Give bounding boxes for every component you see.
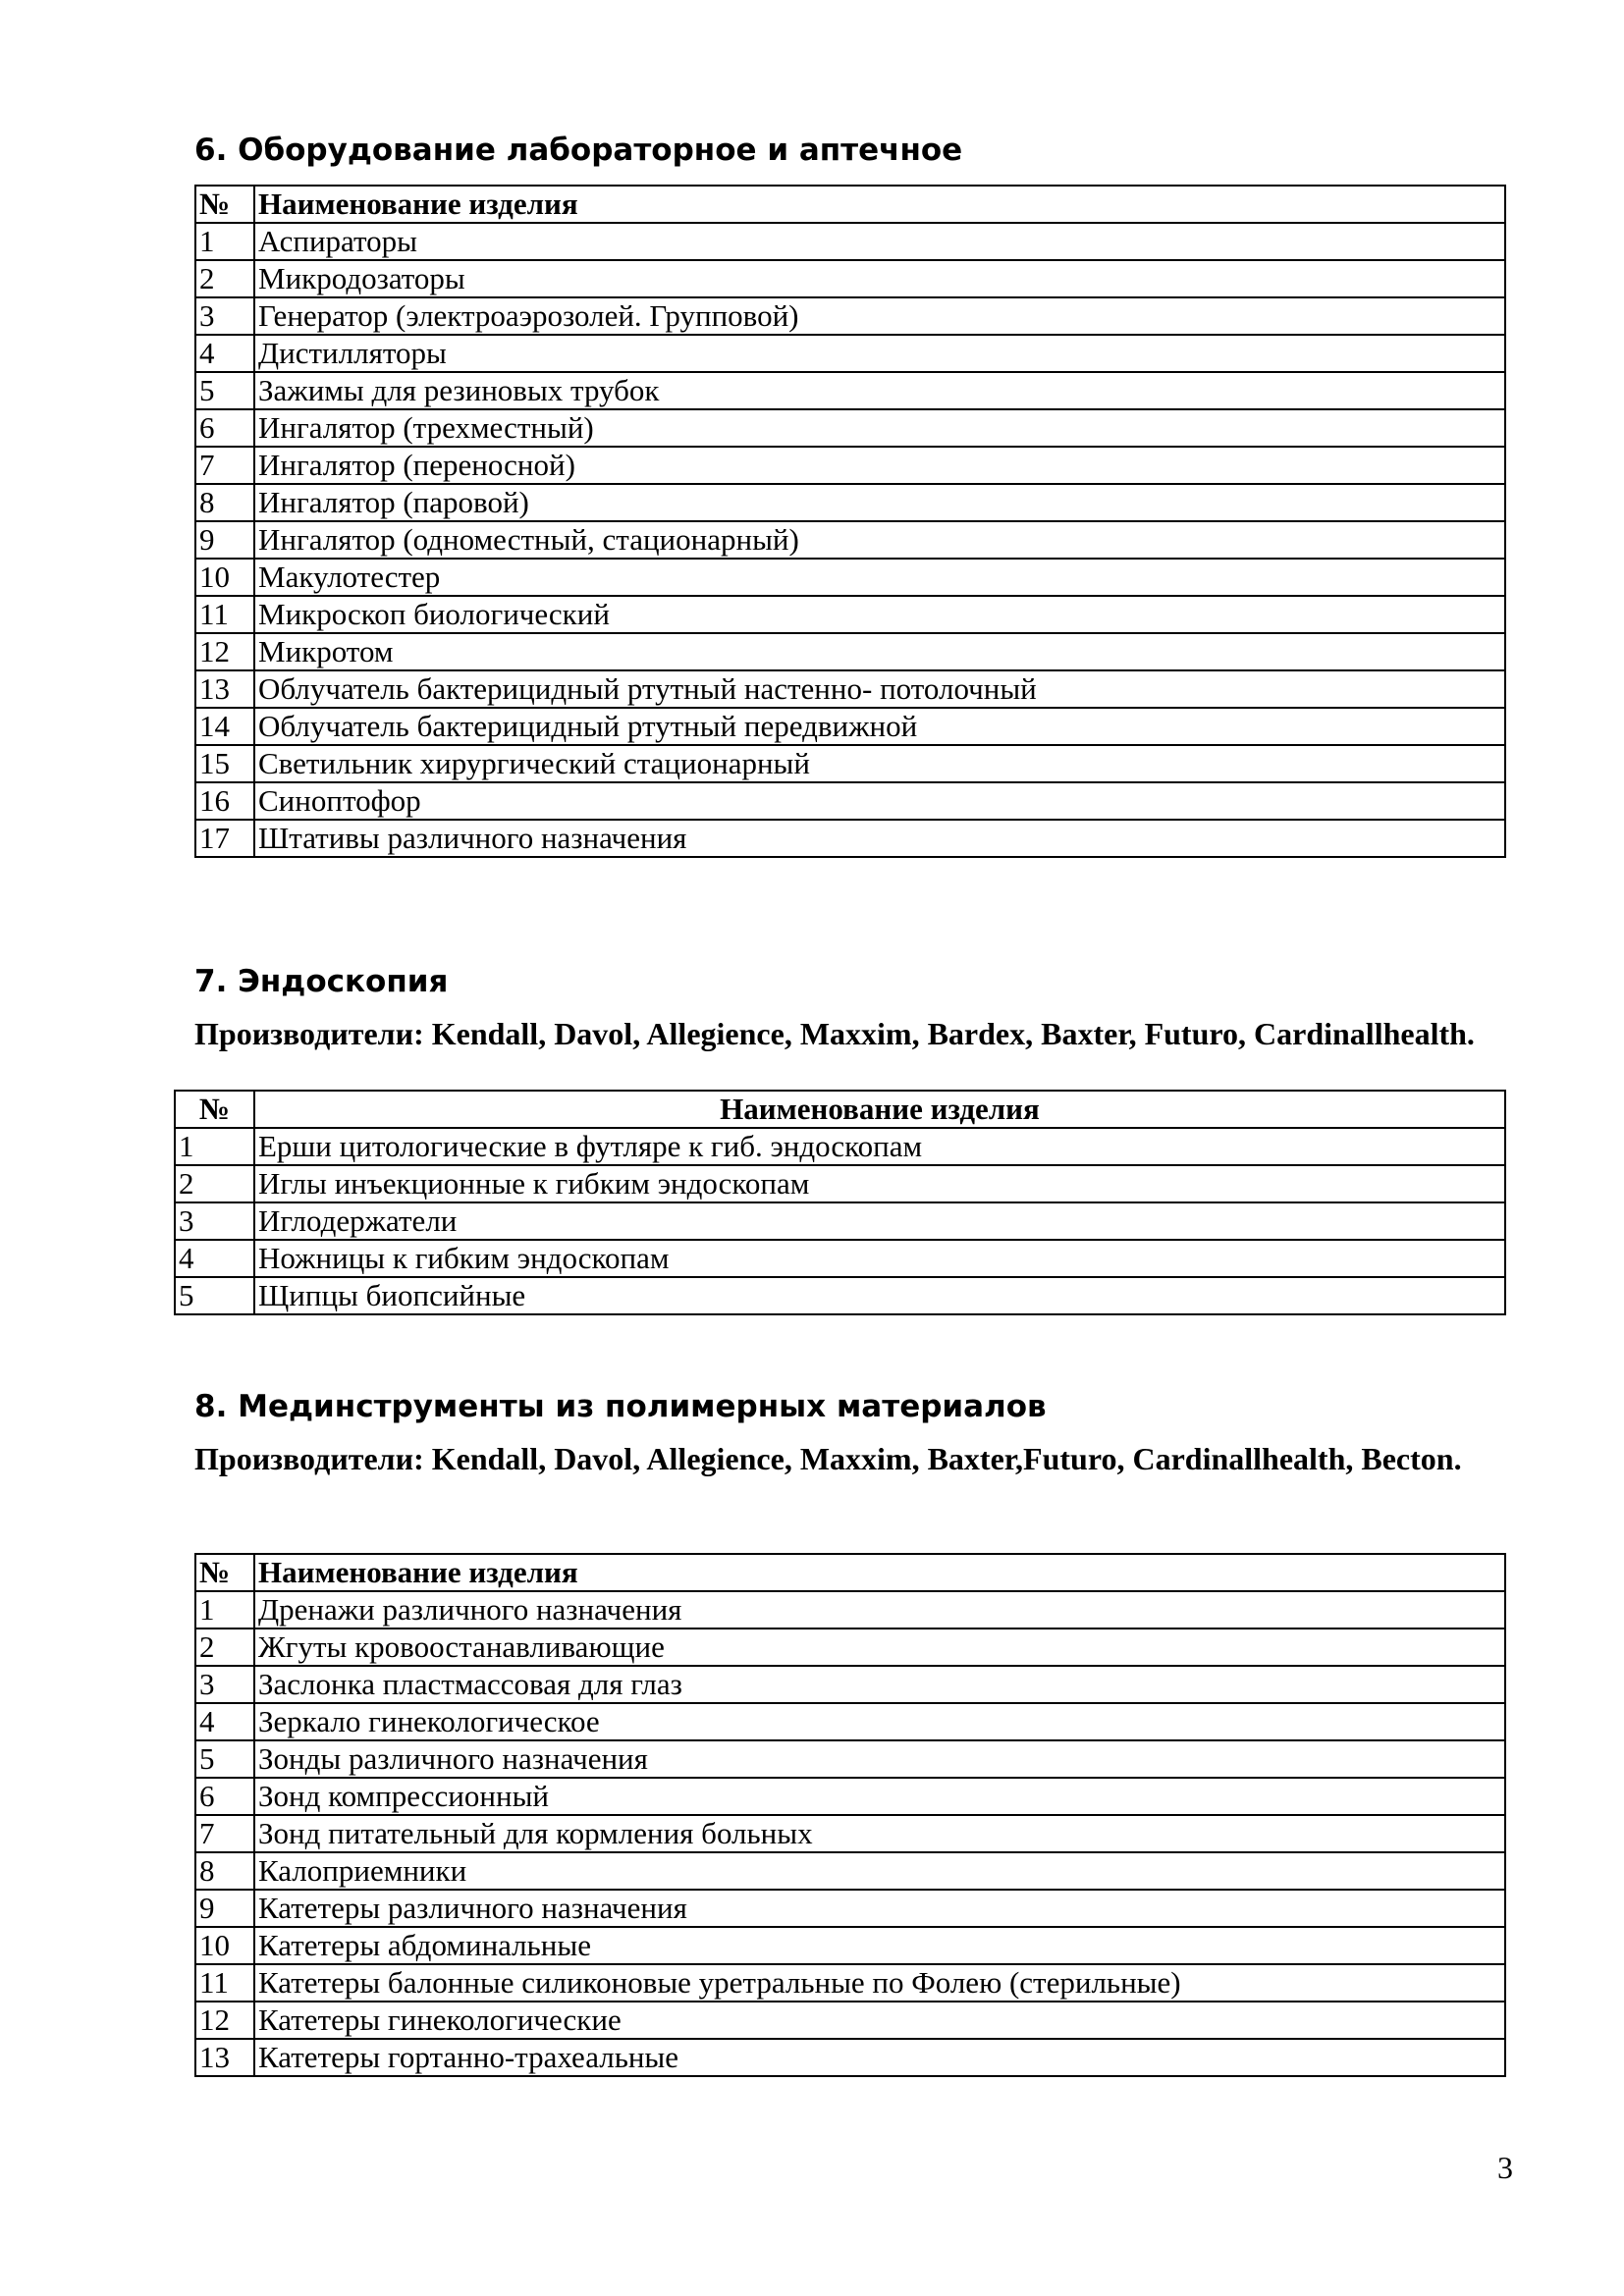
- row-item-name: Катетеры гортанно-трахеальные: [254, 2039, 1505, 2076]
- row-number: 5: [175, 1277, 254, 1314]
- page-number: 3: [1497, 2150, 1513, 2185]
- row-number: 7: [195, 1815, 254, 1852]
- table-row: [195, 1703, 1505, 1740]
- table-row: [195, 484, 1505, 521]
- row-number: 3: [175, 1202, 254, 1240]
- row-number: 12: [195, 2002, 254, 2039]
- table-row: [195, 708, 1505, 745]
- table-row: [195, 409, 1505, 447]
- row-item-name: Микроскоп биологический: [254, 596, 1505, 633]
- row-item-name: Зонд питательный для кормления больных: [254, 1815, 1505, 1852]
- table-row: [195, 1815, 1505, 1852]
- table-row: [195, 1890, 1505, 1927]
- table-row: [175, 1165, 1505, 1202]
- row-item-name: Ингалятор (паровой): [254, 484, 1505, 521]
- table-row: [175, 1128, 1505, 1165]
- row-number: 7: [195, 447, 254, 484]
- row-item-name: Зеркало гинекологическое: [254, 1703, 1505, 1740]
- row-item-name: Жгуты кровоостанавливающие: [254, 1629, 1505, 1666]
- table-row: [175, 1240, 1505, 1277]
- row-number: 10: [195, 559, 254, 596]
- row-item-name: Зонд компрессионный: [254, 1778, 1505, 1815]
- table-polymer-instruments: [194, 1553, 1506, 2077]
- table-row: [195, 1964, 1505, 2002]
- row-item-name: Катетеры балонные силиконовые уретральные по Фолею (стерильные): [254, 1964, 1505, 2002]
- row-number: 1: [195, 1591, 254, 1629]
- section-8-heading: 8. Мединструменты из полимерных материалов: [194, 1389, 1047, 1424]
- table-row: [195, 596, 1505, 633]
- row-number: 9: [195, 1890, 254, 1927]
- row-item-name: Облучатель бактерицидный ртутный передвижной: [254, 708, 1505, 745]
- row-number: 2: [175, 1165, 254, 1202]
- section-7-heading: 7. Эндоскопия: [194, 964, 449, 999]
- column-header-number: №: [195, 1554, 254, 1591]
- row-item-name: Катетеры гинекологические: [254, 2002, 1505, 2039]
- column-header-name: Наименование изделия: [254, 1554, 1505, 1591]
- table-row: [195, 2039, 1505, 2076]
- row-number: 2: [195, 1629, 254, 1666]
- table-row: [175, 1202, 1505, 1240]
- table-row: [195, 1740, 1505, 1778]
- row-number: 5: [195, 1740, 254, 1778]
- row-number: 1: [195, 223, 254, 260]
- row-item-name: Дистилляторы: [254, 335, 1505, 372]
- table-row: [195, 559, 1505, 596]
- column-header-name: Наименование изделия: [254, 1091, 1505, 1128]
- row-item-name: Ерши цитологические в футляре к гиб. эндоскопам: [254, 1128, 1505, 1165]
- table-header-row: [195, 1554, 1505, 1591]
- row-item-name: Катетеры абдоминальные: [254, 1927, 1505, 1964]
- row-item-name: Калоприемники: [254, 1852, 1505, 1890]
- row-number: 11: [195, 596, 254, 633]
- row-number: 11: [195, 1964, 254, 2002]
- row-item-name: Катетеры различного назначения: [254, 1890, 1505, 1927]
- row-item-name: Штативы различного назначения: [254, 820, 1505, 857]
- row-number: 6: [195, 409, 254, 447]
- row-item-name: Зажимы для резиновых трубок: [254, 372, 1505, 409]
- table-row: [195, 521, 1505, 559]
- table-row: [195, 223, 1505, 260]
- table-row: [195, 260, 1505, 297]
- row-number: 10: [195, 1927, 254, 1964]
- column-header-name: Наименование изделия: [254, 186, 1505, 223]
- row-item-name: Микродозаторы: [254, 260, 1505, 297]
- row-number: 8: [195, 484, 254, 521]
- row-item-name: Ингалятор (переносной): [254, 447, 1505, 484]
- row-item-name: Макулотестер: [254, 559, 1505, 596]
- row-number: 17: [195, 820, 254, 857]
- table-row: [195, 820, 1505, 857]
- table-row: [195, 670, 1505, 708]
- section-8-producers: Производители: Kendall, Davol, Allegience, Maxxim, Baxter,Futuro, Cardinallhealth, Becton.: [194, 1441, 1462, 1476]
- table-row: [195, 782, 1505, 820]
- table-header-row: [175, 1091, 1505, 1128]
- row-item-name: Дренажи различного назначения: [254, 1591, 1505, 1629]
- table-row: [195, 1629, 1505, 1666]
- table-row: [195, 745, 1505, 782]
- table-header-row: [195, 186, 1505, 223]
- row-item-name: Генератор (электроаэрозолей. Групповой): [254, 297, 1505, 335]
- row-number: 3: [195, 297, 254, 335]
- table-row: [195, 447, 1505, 484]
- row-number: 2: [195, 260, 254, 297]
- row-number: 13: [195, 670, 254, 708]
- row-number: 1: [175, 1128, 254, 1165]
- row-number: 4: [175, 1240, 254, 1277]
- table-row: [195, 1927, 1505, 1964]
- table-row: [195, 1666, 1505, 1703]
- table-row: [195, 372, 1505, 409]
- row-number: 3: [195, 1666, 254, 1703]
- section-6-heading: 6. Оборудование лабораторное и аптечное: [194, 133, 963, 168]
- table-row: [175, 1277, 1505, 1314]
- row-item-name: Иглы инъекционные к гибким эндоскопам: [254, 1165, 1505, 1202]
- row-number: 12: [195, 633, 254, 670]
- table-row: [195, 1852, 1505, 1890]
- column-header-number: №: [175, 1091, 254, 1128]
- row-number: 14: [195, 708, 254, 745]
- column-header-number: №: [195, 186, 254, 223]
- row-item-name: Иглодержатели: [254, 1202, 1505, 1240]
- row-number: 5: [195, 372, 254, 409]
- table-endoscopy: [174, 1090, 1506, 1315]
- row-number: 9: [195, 521, 254, 559]
- row-item-name: Зонды различного назначения: [254, 1740, 1505, 1778]
- row-item-name: Заслонка пластмассовая для глаз: [254, 1666, 1505, 1703]
- row-item-name: Аспираторы: [254, 223, 1505, 260]
- row-number: 15: [195, 745, 254, 782]
- row-number: 4: [195, 335, 254, 372]
- table-laboratory-equipment: [194, 185, 1506, 858]
- row-item-name: Светильник хирургический стационарный: [254, 745, 1505, 782]
- table-row: [195, 1778, 1505, 1815]
- row-number: 4: [195, 1703, 254, 1740]
- row-item-name: Микротом: [254, 633, 1505, 670]
- table-row: [195, 2002, 1505, 2039]
- row-item-name: Ингалятор (одноместный, стационарный): [254, 521, 1505, 559]
- row-number: 16: [195, 782, 254, 820]
- row-number: 13: [195, 2039, 254, 2076]
- table-row: [195, 297, 1505, 335]
- row-item-name: Ингалятор (трехместный): [254, 409, 1505, 447]
- row-item-name: Синоптофор: [254, 782, 1505, 820]
- table-row: [195, 633, 1505, 670]
- row-item-name: Ножницы к гибким эндоскопам: [254, 1240, 1505, 1277]
- section-7-producers: Производители: Kendall, Davol, Allegience, Maxxim, Bardex, Baxter, Futuro, Cardinallhealth.: [194, 1016, 1475, 1051]
- row-item-name: Щипцы биопсийные: [254, 1277, 1505, 1314]
- table-row: [195, 335, 1505, 372]
- row-number: 8: [195, 1852, 254, 1890]
- row-item-name: Облучатель бактерицидный ртутный настенно- потолочный: [254, 670, 1505, 708]
- table-row: [195, 1591, 1505, 1629]
- row-number: 6: [195, 1778, 254, 1815]
